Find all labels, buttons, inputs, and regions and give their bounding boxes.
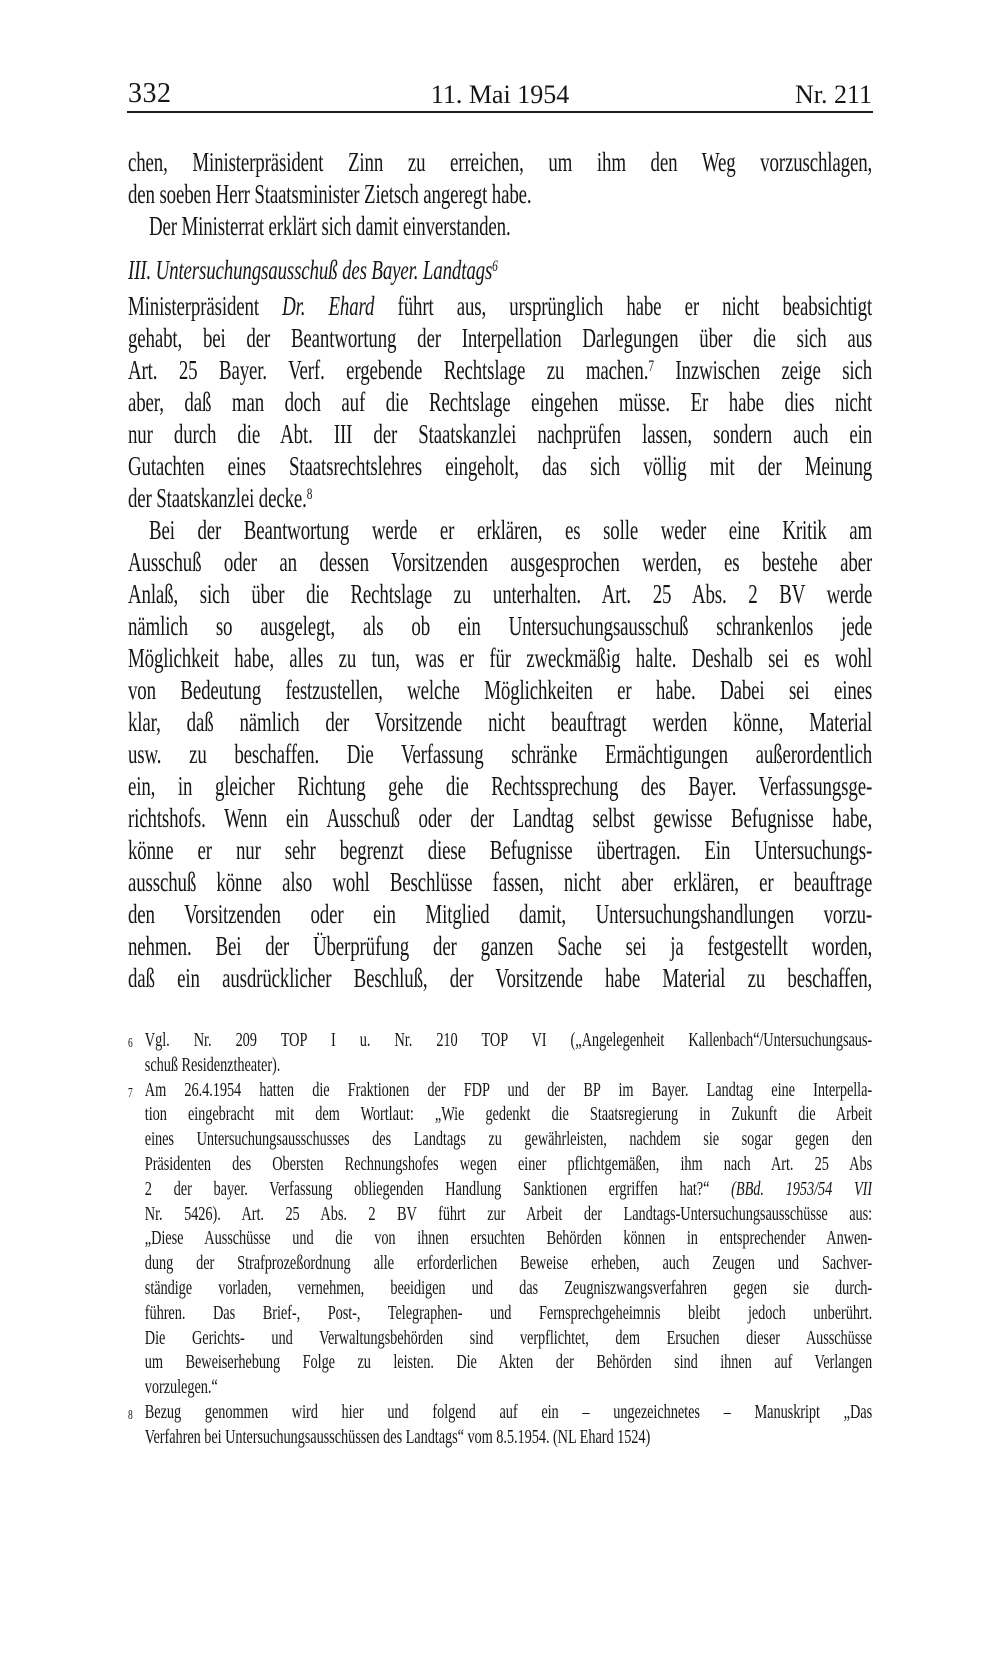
text-line — [145, 1425, 872, 1450]
text-segment: Inzwischen zeige sich — [653, 355, 873, 385]
text-line — [128, 706, 872, 738]
text-segment: klar, daß nämlich der Vorsitzende nicht beauftragt werden könne, Material — [128, 707, 873, 737]
text-line — [128, 834, 872, 866]
section-heading — [128, 254, 872, 286]
text-segment: daß ein ausdrücklicher Beschluß, der Vorsitzende habe Material zu beschaffen, — [128, 963, 873, 993]
footnote-number: 6 — [128, 1035, 133, 1050]
text-line — [128, 386, 872, 418]
text-segment: ein, in gleicher Richtung gehe die Rechtssprechung des Bayer. Verfassungsge- — [128, 771, 873, 801]
text-line — [128, 290, 872, 322]
text-line — [128, 146, 872, 178]
footnote-number: 7 — [128, 1084, 133, 1100]
text-segment: aber, daß man doch auf die Rechtslage eingehen müsse. Er habe dies nicht — [128, 387, 873, 417]
text-segment: Der Ministerrat erklärt sich damit einverstanden. — [149, 211, 511, 241]
header-rule — [127, 111, 873, 113]
text-segment: Verfahren bei Untersuchungsausschüssen des Landtags“ vom 8.5.1954. (NL Ehard 1524) — [144, 1425, 651, 1448]
text-line — [145, 1152, 872, 1177]
footnote-text — [145, 1028, 872, 1078]
text-line — [128, 210, 872, 242]
text-line — [145, 1127, 872, 1152]
footnote-text — [145, 1078, 872, 1400]
text-line — [128, 898, 872, 930]
text-line — [128, 514, 872, 546]
text-line — [145, 1053, 872, 1078]
header-doc-number: Nr. 211 — [794, 80, 872, 109]
text-line — [145, 1326, 872, 1351]
text-segment: den soeben Herr Staatsminister Zietsch angeregt habe. — [128, 179, 532, 209]
page-header — [128, 78, 872, 110]
text-segment: schuß Residenztheater). — [144, 1053, 281, 1076]
text-segment: usw. zu beschaffen. Die Verfassung schränke Ermächtigungen außerordentlich — [128, 739, 873, 769]
footnote — [128, 1078, 872, 1400]
text-line — [145, 1400, 872, 1425]
text-line — [128, 482, 872, 514]
text-line — [145, 1301, 872, 1326]
text-segment: könne er nur sehr begrenzt diese Befugnisse übertragen. Ein Untersuchungs- — [128, 835, 873, 865]
text-segment: führen. Das Brief-, Post-, Telegraphen- und Fernsprechgeheimnis bleibt jedoch unberührt. — [144, 1301, 873, 1324]
text-line — [128, 418, 872, 450]
text-segment: Ministerpräsident — [128, 291, 283, 321]
footnote-reference: 8 — [306, 484, 313, 503]
text-segment: richtshofs. Wenn ein Ausschuß oder der Landtag selbst gewisse Befugnisse habe, — [128, 803, 873, 833]
text-segment: nämlich so ausgelegt, als ob ein Untersuchungsausschuß schrankenlos jede — [128, 611, 873, 641]
text-line — [128, 546, 872, 578]
emphasis-text: (BBd. 1953/54 VII — [731, 1177, 873, 1200]
text-segment: um Beweiserhebung Folge zu leisten. Die Akten der Behörden sind ihnen auf Verlangen — [144, 1351, 873, 1374]
text-line — [145, 1202, 872, 1227]
text-segment: Bei der Beantwortung werde er erklären, es solle weder eine Kritik am — [149, 515, 873, 545]
text-line — [128, 178, 872, 210]
footnote-reference: 6 — [492, 256, 498, 275]
text-line — [128, 578, 872, 610]
text-line — [128, 802, 872, 834]
text-line — [128, 770, 872, 802]
text-line — [128, 866, 872, 898]
text-segment: Nr. 5426). Art. 25 Abs. 2 BV führt zur Arbeit der Landtags-Untersuchungsausschüsse aus: — [144, 1202, 873, 1225]
text-segment: Art. 25 Bayer. Verf. ergebende Rechtslage zu machen. — [128, 355, 649, 385]
text-line — [145, 1028, 872, 1053]
text-line — [128, 254, 872, 286]
text-line — [145, 1350, 872, 1375]
text-segment: 2 der bayer. Verfassung obliegenden Handlung Sanktionen ergriffen hat?“ — [144, 1177, 732, 1200]
text-segment: tion eingebracht mit dem Wortlaut: „Wie gedenkt die Staatsregierung in Zukunft die Arbeit — [144, 1103, 873, 1126]
text-line — [145, 1102, 872, 1127]
page-number: 332 — [128, 78, 172, 109]
text-line — [128, 738, 872, 770]
text-segment: chen, Ministerpräsident Zinn zu erreichen, um ihm den Weg vorzuschlagen, — [128, 147, 873, 177]
text-segment: „Diese Ausschüsse und die von ihnen ersuchten Behörden können in entsprechender Anwen- — [144, 1227, 873, 1250]
text-segment: Ausschuß oder an dessen Vorsitzenden ausgesprochen werden, es bestehe aber — [128, 547, 873, 577]
text-line — [128, 450, 872, 482]
header-date: 11. Mai 1954 — [430, 80, 570, 109]
text-line — [128, 930, 872, 962]
emphasis-text: Dr. Ehard — [282, 291, 375, 321]
text-segment: gehabt, bei der Beantwortung der Interpellation Darlegungen über die sich aus — [128, 323, 873, 353]
text-line — [128, 354, 872, 386]
text-segment: ständige vorladen, vernehmen, beeidigen und das Zeugniszwangsverfahren gegen sie durch- — [144, 1276, 873, 1299]
footnotes — [128, 1028, 872, 1450]
text-segment: nur durch die Abt. III der Staatskanzlei nachprüfen lassen, sondern auch ein — [128, 419, 873, 449]
text-segment: Gutachten eines Staatsrechtslehres eingeholt, das sich völlig mit der Meinung — [128, 451, 873, 481]
body-paragraph — [128, 290, 872, 514]
text-line — [128, 610, 872, 642]
footnote — [128, 1028, 872, 1078]
text-line — [145, 1276, 872, 1301]
text-segment: Bezug genommen wird hier und folgend auf ein – ungezeichnetes – Manuskript „Das — [144, 1400, 873, 1423]
text-segment: dung der Strafprozeßordnung alle erforderlichen Beweise erheben, auch Zeugen und Sachver- — [144, 1252, 873, 1275]
text-line — [145, 1226, 872, 1251]
footnote — [128, 1400, 872, 1450]
text-segment: Vgl. Nr. 209 TOP I u. Nr. 210 TOP VI („Angelegenheit Kallenbach“/Untersuchungsaus- — [144, 1029, 873, 1051]
text-line — [128, 674, 872, 706]
text-segment: Die Gerichts- und Verwaltungsbehörden sind verpflichtet, dem Ersuchen dieser Ausschüsse — [144, 1326, 873, 1349]
text-segment: von Bedeutung festzustellen, welche Möglichkeiten er habe. Dabei sei eines — [128, 675, 873, 705]
body-paragraph — [128, 514, 872, 994]
text-line — [145, 1177, 872, 1202]
footnote-reference: 7 — [648, 356, 654, 375]
text-segment: den Vorsitzenden oder ein Mitglied damit, Untersuchungshandlungen vorzu- — [128, 899, 873, 929]
text-line — [128, 642, 872, 674]
text-line — [128, 962, 872, 994]
text-line — [128, 322, 872, 354]
text-segment: vorzulegen.“ — [144, 1376, 218, 1399]
emphasis-text: III. Untersuchungsausschuß des Bayer. Landtags — [128, 255, 493, 285]
footnote-number: 8 — [128, 1406, 133, 1422]
text-segment: ausschuß könne also wohl Beschlüsse fassen, nicht aber erklären, er beauftrage — [128, 867, 873, 897]
text-segment: nehmen. Bei der Überprüfung der ganzen Sache sei ja festgestellt worden, — [128, 931, 873, 961]
text-line — [145, 1375, 872, 1400]
body-paragraph — [128, 146, 872, 210]
text-line — [145, 1078, 872, 1103]
body-paragraph — [128, 210, 872, 242]
text-segment: der Staatskanzlei decke. — [128, 483, 307, 513]
footnote-text — [145, 1400, 872, 1450]
text-line — [145, 1251, 872, 1276]
text-segment: Anlaß, sich über die Rechtslage zu unterhalten. Art. 25 Abs. 2 BV werde — [128, 579, 873, 609]
text-segment: Am 26.4.1954 hatten die Fraktionen der FDP und der BP im Bayer. Landtag eine Interpella- — [144, 1078, 873, 1101]
body — [128, 146, 872, 994]
text-segment: Möglichkeit habe, alles zu tun, was er für zweckmäßig halte. Deshalb sei es wohl — [128, 643, 873, 673]
text-segment: Präsidenten des Obersten Rechnungshofes wegen einer pflichtgemäßen, ihm nach Art. 25 Abs — [144, 1152, 873, 1175]
text-segment: führt aus, ursprünglich habe er nicht beabsichtigt — [374, 291, 873, 321]
text-segment: eines Untersuchungsausschusses des Landtags zu gewährleisten, nachdem sie sogar gegen den — [144, 1128, 873, 1151]
